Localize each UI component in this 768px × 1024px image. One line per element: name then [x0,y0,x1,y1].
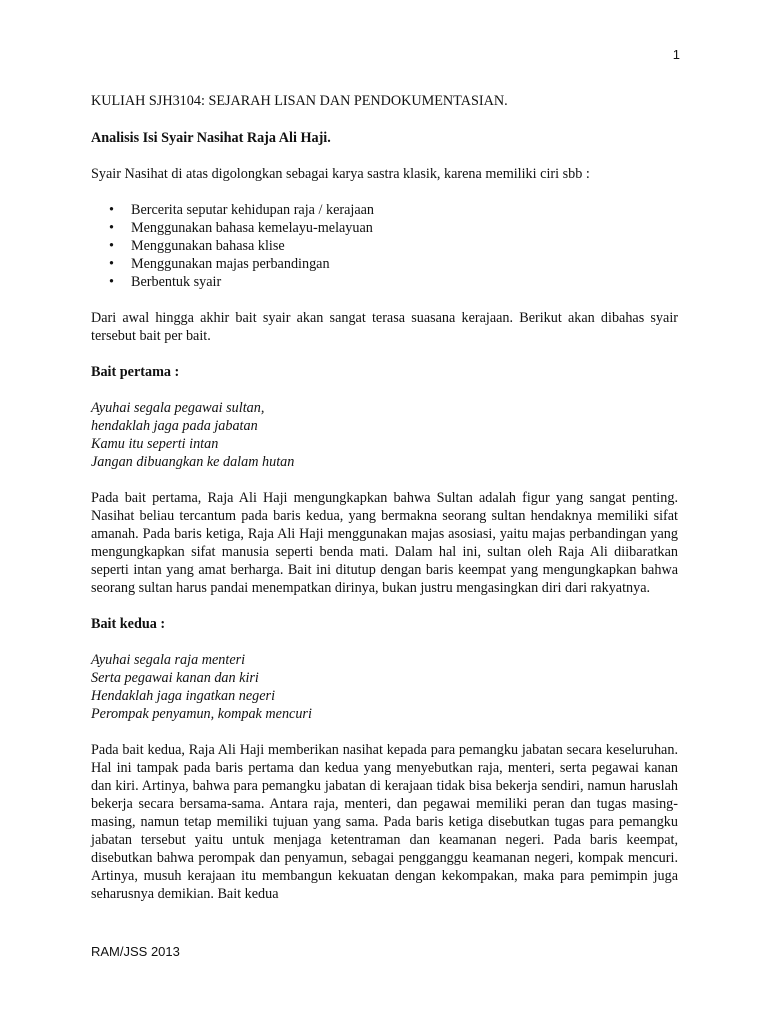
stanza-line: hendaklah jaga pada jabatan [91,418,258,434]
bait-kedua-analysis: Pada bait kedua, Raja Ali Haji memberikan nasihat kepada para pemangku jabatan secara keseluruhan. Hal ini tampak pada baris pertama dan kedua yang menyebutkan raja, menteri, serta pegawai kanan dan kiri. Artinya, bahwa para pemangku jabatan di kerajaan tidak bisa bekerja sendiri, namun haruslah bekerja secara bersama-sama. Antara raja, menteri, dan pegawai memiliki peran dan tugas masing-masing, namun tetap memiliki tujuan yang sama. Pada baris ketiga disebutkan tugas para pemangku jabatan tersebut yaitu untuk menjaga ketentraman dan keamanan negeri. Pada baris keempat, disebutkan bahwa perompak dan penyamun, sebagai pengganggu keamanan negeri, kompak mencuri. Artinya, musuh kerajaan itu membangun kekuatan dengan kekompakan, maka para pemimpin juga seharusnya demikian. Bait kedua [91,742,678,902]
stanza-line: Kamu itu seperti intan [91,436,219,452]
document-body [91,92,678,903]
document-title: KULIAH SJH3104: SEJARAH LISAN DAN PENDOKUMENTASIAN. [91,93,508,109]
stanza-line: Perompak penyamun, kompak mencuri [91,706,312,722]
stanza-line: Ayuhai segala raja menteri [91,652,246,668]
bait-pertama-stanza [91,399,678,471]
bait-kedua-heading: Bait kedua : [91,616,166,632]
page-number: 1 [672,47,680,62]
intro-paragraph: Dari awal hingga akhir bait syair akan sangat terasa suasana kerajaan. Berikut akan dibahas syair tersebut bait per bait. [91,310,678,344]
bait-kedua-stanza [91,651,678,723]
bait-pertama-heading: Bait pertama : [91,364,180,380]
stanza-line: Ayuhai segala pegawai sultan, [91,400,265,416]
list-item: • Menggunakan bahasa klise [123,237,678,255]
list-item: • Bercerita seputar kehidupan raja / kerajaan [123,201,678,219]
bait-pertama-analysis: Pada bait pertama, Raja Ali Haji mengungkapkan bahwa Sultan adalah figur yang sangat penting. Nasihat beliau tercantum pada baris kedua, yang bermakna seorang sultan hendaknya memiliki sifat amanah. Pada baris ketiga, Raja Ali Haji menggunakan majas asosiasi, yaitu majas perbandingan yang mengungkapkan sifat manusia seperti benda mati. Dalam hal ini, sultan oleh Raja Ali diibaratkan seperti intan yang amat berharga. Bait ini ditutup dengan baris keempat yang mengungkapkan bahwa seorang sultan harus pandai menempatkan dirinya, bukan justru mengasingkan diri dari rakyatnya. [91,490,678,596]
stanza-line: Serta pegawai kanan dan kiri [91,670,259,686]
list-item: • Berbentuk syair [123,273,678,291]
intro-sentence: Syair Nasihat di atas digolongkan sebagai karya sastra klasik, karena memiliki ciri sbb : [91,166,590,182]
page-footer: RAM/JSS 2013 [91,944,180,959]
stanza-line: Hendaklah jaga ingatkan negeri [91,688,276,704]
stanza-line: Jangan dibuangkan ke dalam hutan [91,454,295,470]
feature-list [91,201,678,291]
list-item: • Menggunakan bahasa kemelayu-melayuan [123,219,678,237]
list-item: • Menggunakan majas perbandingan [123,255,678,273]
document-subtitle: Analisis Isi Syair Nasihat Raja Ali Haji. [91,130,331,146]
